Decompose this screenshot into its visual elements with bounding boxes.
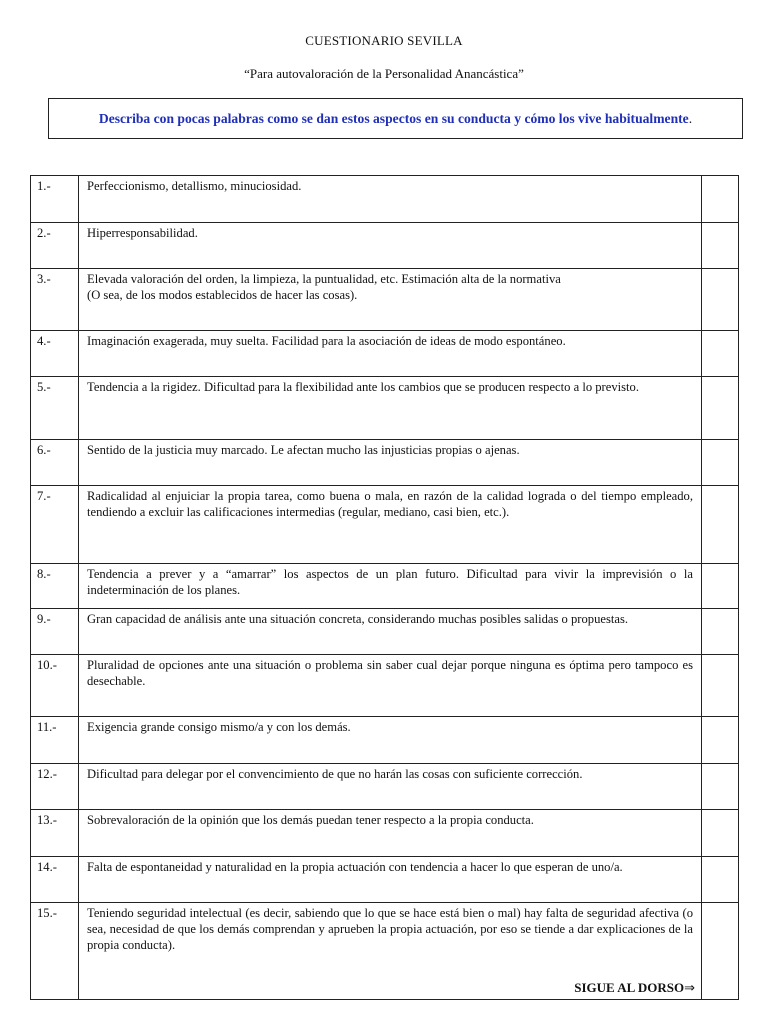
item-number: 12.-: [31, 764, 79, 810]
item-number: 6.-: [31, 440, 79, 486]
item-text: Sentido de la justicia muy marcado. Le afectan mucho las injusticias propias o ajenas.: [79, 440, 702, 486]
table-row: [31, 176, 739, 223]
item-text: Imaginación exagerada, muy suelta. Facilidad para la asociación de ideas de modo espontáneo.: [79, 331, 702, 377]
instruction-text: Describa con pocas palabras como se dan estos aspectos en su conducta y cómo los vive habitualmente: [98, 110, 689, 126]
item-text: Perfeccionismo, detallismo, minuciosidad.: [79, 176, 702, 223]
item-text: Pluralidad de opciones ante una situación o problema sin saber cual dejar porque ninguna es óptima pero tampoco es desechable.: [79, 655, 702, 717]
item-number: 2.-: [31, 223, 79, 269]
continue-overleaf-label: [574, 980, 695, 997]
answer-cell[interactable]: [702, 903, 739, 1000]
table-row: [31, 764, 739, 810]
item-number: 14.-: [31, 857, 79, 903]
table-row: [31, 857, 739, 903]
item-number: 8.-: [31, 564, 79, 609]
table-row: [31, 810, 739, 857]
table-row: [31, 440, 739, 486]
item-text-cell: [79, 269, 702, 331]
item-number: 1.-: [31, 176, 79, 223]
item-text: Exigencia grande consigo mismo/a y con los demás.: [79, 717, 702, 764]
item-text: Tendencia a la rigidez. Dificultad para la flexibilidad ante los cambios que se producen respecto a lo previsto.: [79, 377, 702, 440]
table-row: [31, 331, 739, 377]
answer-cell[interactable]: [702, 269, 739, 331]
item-text: Radicalidad al enjuiciar la propia tarea, como buena o mala, en razón de la calidad lograda o del tiempo empleado, tendiendo a excluir las calificaciones intermedias (regular, mediano, casi bien, etc.).: [79, 486, 702, 564]
document-subtitle: “Para autovaloración de la Personalidad Anancástica”: [244, 66, 524, 81]
item-number: 13.-: [31, 810, 79, 857]
table-row: [31, 223, 739, 269]
answer-cell[interactable]: [702, 377, 739, 440]
item-number: 5.-: [31, 377, 79, 440]
table-row: [31, 564, 739, 609]
item-number: 9.-: [31, 609, 79, 655]
item-text: Dificultad para delegar por el convencimiento de que no harán las cosas con suficiente corrección.: [79, 764, 702, 810]
table-row: [31, 609, 739, 655]
table-row: [31, 655, 739, 717]
instruction-box: [48, 98, 743, 139]
table-row: [31, 377, 739, 440]
answer-cell[interactable]: [702, 655, 739, 717]
answer-cell[interactable]: [702, 223, 739, 269]
answer-cell[interactable]: [702, 440, 739, 486]
answer-cell[interactable]: [702, 717, 739, 764]
answer-cell[interactable]: [702, 764, 739, 810]
item-text: Teniendo seguridad intelectual (es decir, sabiendo que lo que se hace está bien o mal) hay falta de seguridad afectiva (o sea, necesidad de que los demás comprendan y aprueben la propia actuación, por eso se tiende a dar explicaciones de la propia conducta).: [87, 906, 693, 952]
answer-cell[interactable]: [702, 564, 739, 609]
item-number: 11.-: [31, 717, 79, 764]
table-row: [31, 486, 739, 564]
questionnaire-table: [30, 175, 739, 1000]
item-text: Tendencia a prever y a “amarrar” los aspectos de un plan futuro. Dificultad para vivir la imprevisión o la indeterminación de los planes.: [79, 564, 702, 609]
document-title: CUESTIONARIO SEVILLA: [305, 33, 463, 48]
answer-cell[interactable]: [702, 176, 739, 223]
item-number: 7.-: [31, 486, 79, 564]
table-row: [31, 717, 739, 764]
item-number: 4.-: [31, 331, 79, 377]
item-text: Sobrevaloración de la opinión que los demás puedan tener respecto a la propia conducta.: [79, 810, 702, 857]
table-row: [31, 903, 739, 1000]
answer-cell[interactable]: [702, 857, 739, 903]
item-text-line-2: (O sea, de los modos establecidos de hacer las cosas).: [87, 288, 358, 302]
arrow-right-icon: ⇒: [684, 981, 695, 996]
table-row: [31, 269, 739, 331]
item-text: Falta de espontaneidad y naturalidad en la propia actuación con tendencia a hacer lo que esperan de uno/a.: [79, 857, 702, 903]
instruction-period: .: [688, 110, 693, 126]
item-text: Elevada valoración del orden, la limpieza, la puntualidad, etc. Estimación alta de la normativa: [87, 272, 561, 286]
item-number: 10.-: [31, 655, 79, 717]
answer-cell[interactable]: [702, 609, 739, 655]
answer-cell[interactable]: [702, 331, 739, 377]
answer-cell[interactable]: [702, 486, 739, 564]
answer-cell[interactable]: [702, 810, 739, 857]
item-text-cell: [79, 903, 702, 1000]
item-number: 3.-: [31, 269, 79, 331]
continue-overleaf-text: SIGUE AL DORSO: [574, 980, 685, 995]
item-text: Hiperresponsabilidad.: [79, 223, 702, 269]
item-number: 15.-: [31, 903, 79, 1000]
item-text: Gran capacidad de análisis ante una situación concreta, considerando muchas posibles salidas o propuestas.: [79, 609, 702, 655]
